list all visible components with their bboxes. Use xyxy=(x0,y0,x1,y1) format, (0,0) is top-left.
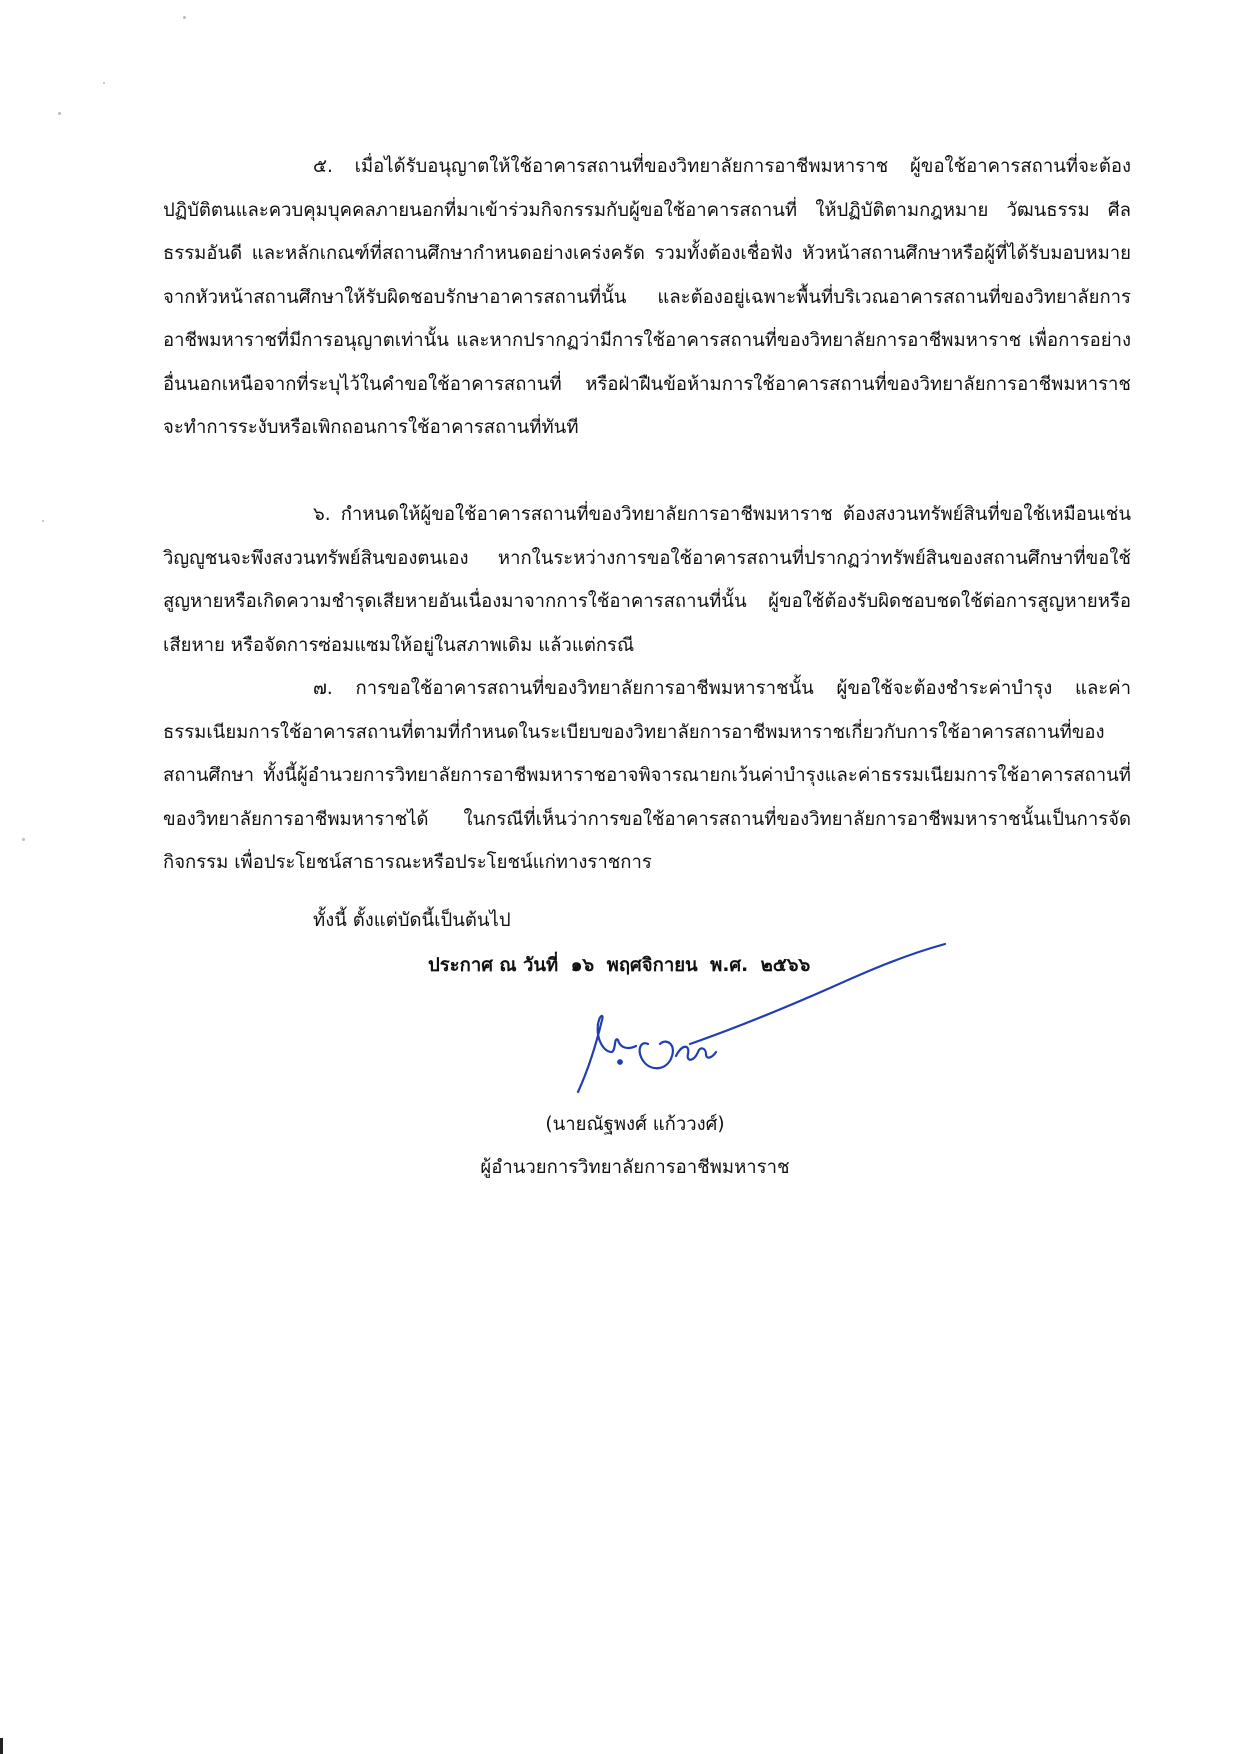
announcement-prefix: ประกาศ ณ วันที่ xyxy=(428,955,559,976)
scan-edge-mark xyxy=(0,1738,3,1754)
scan-speck xyxy=(58,112,61,115)
signatory-position: ผู้อำนวยการวิทยาลัยการอาชีพมหาราช xyxy=(480,1157,790,1178)
paragraph-6: ๖. กำหนดให้ผู้ขอใช้อาคารสถานที่ของวิทยาลัยการอาชีพมหาราช ต้องสงวนทรัพย์สินที่ขอใช้เหมือนเช่น วิญญูชนจะพึงสงวนทรัพย์สินของตนเอง หากในระหว่างการขอใช้อาคารสถานที่ปรากฏว่าทรัพย์สินของสถานศึกษาที่ขอใช้สูญหายหรือเกิดความชำรุดเสียหายอันเนื่องมาจากการใช้อาคารสถานที่นั้น ผู้ขอใช้ต้องรับผิดชอบชดใช้ต่อการสูญหายหรือเสียหาย หรือจัดการซ่อมแซมให้อยู่ในสภาพเดิม แล้วแต่กรณี xyxy=(163,504,1131,656)
scan-speck xyxy=(42,520,44,522)
scan-speck xyxy=(22,838,25,841)
scan-speck xyxy=(183,16,186,19)
signatory-name: (นายณัฐพงศ์ แก้ววงศ์) xyxy=(545,1114,725,1135)
closing-statement: ทั้งนี้ ตั้งแต่บัดนี้เป็นต้นไป xyxy=(313,910,511,931)
announcement-era: พ.ศ. xyxy=(710,955,749,976)
announcement-day: ๑๖ xyxy=(570,955,595,976)
announcement-year: ๒๕๖๖ xyxy=(760,955,811,976)
handwritten-signature xyxy=(560,940,960,1100)
scan-speck xyxy=(103,82,105,84)
paragraph-7: ๗. การขอใช้อาคารสถานที่ของวิทยาลัยการอาชีพมหาราชนั้น ผู้ขอใช้จะต้องชำระค่าบำรุง และค่าธรรมเนียมการใช้อาคารสถานที่ตามที่กำหนดในระเบียบของวิทยาลัยการอาชีพมหาราชเกี่ยวกับการใช้อาคารสถานที่ของสถานศึกษา ทั้งนี้ผู้อำนวยการวิทยาลัยการอาชีพมหาราชอาจพิจารณายกเว้นค่าบำรุงและค่าธรรมเนียมการใช้อาคารสถานที่ของวิทยาลัยการอาชีพมหาราชได้ ในกรณีที่เห็นว่าการขอใช้อาคารสถานที่ของวิทยาลัยการอาชีพมหาราชนั้นเป็นการจัดกิจกรรม เพื่อประโยชน์สาธารณะหรือประโยชน์แก่ทางราชการ xyxy=(163,678,1131,873)
paragraph-5: ๕. เมื่อได้รับอนุญาตให้ใช้อาคารสถานที่ของวิทยาลัยการอาชีพมหาราช ผู้ขอใช้อาคารสถานที่จะต้องปฏิบัติตนและควบคุมบุคคลภายนอกที่มาเข้าร่วมกิจกรรมกับผู้ขอใช้อาคารสถานที่ ให้ปฏิบัติตามกฎหมาย วัฒนธรรม ศีลธรรมอันดี และหลักเกณฑ์ที่สถานศึกษากำหนดอย่างเคร่งครัด รวมทั้งต้องเชื่อฟัง หัวหน้าสถานศึกษาหรือผู้ที่ได้รับมอบหมายจากหัวหน้าสถานศึกษาให้รับผิดชอบรักษาอาคารสถานที่นั้น และต้องอยู่เฉพาะพื้นที่บริเวณอาคารสถานที่ของวิทยาลัยการอาชีพมหาราชที่มีการอนุญาตเท่านั้น และหากปรากฏว่ามีการใช้อาคารสถานที่ของวิทยาลัยการอาชีพมหาราช เพื่อการอย่างอื่นนอกเหนือจากที่ระบุไว้ในคำขอใช้อาคารสถานที่ หรือฝ่าฝืนข้อห้ามการใช้อาคารสถานที่ของวิทยาลัยการอาชีพมหาราช จะทำการระงับหรือเพิกถอนการใช้อาคารสถานที่ทันที xyxy=(163,156,1131,438)
announcement-month: พฤศจิกายน xyxy=(606,955,698,976)
